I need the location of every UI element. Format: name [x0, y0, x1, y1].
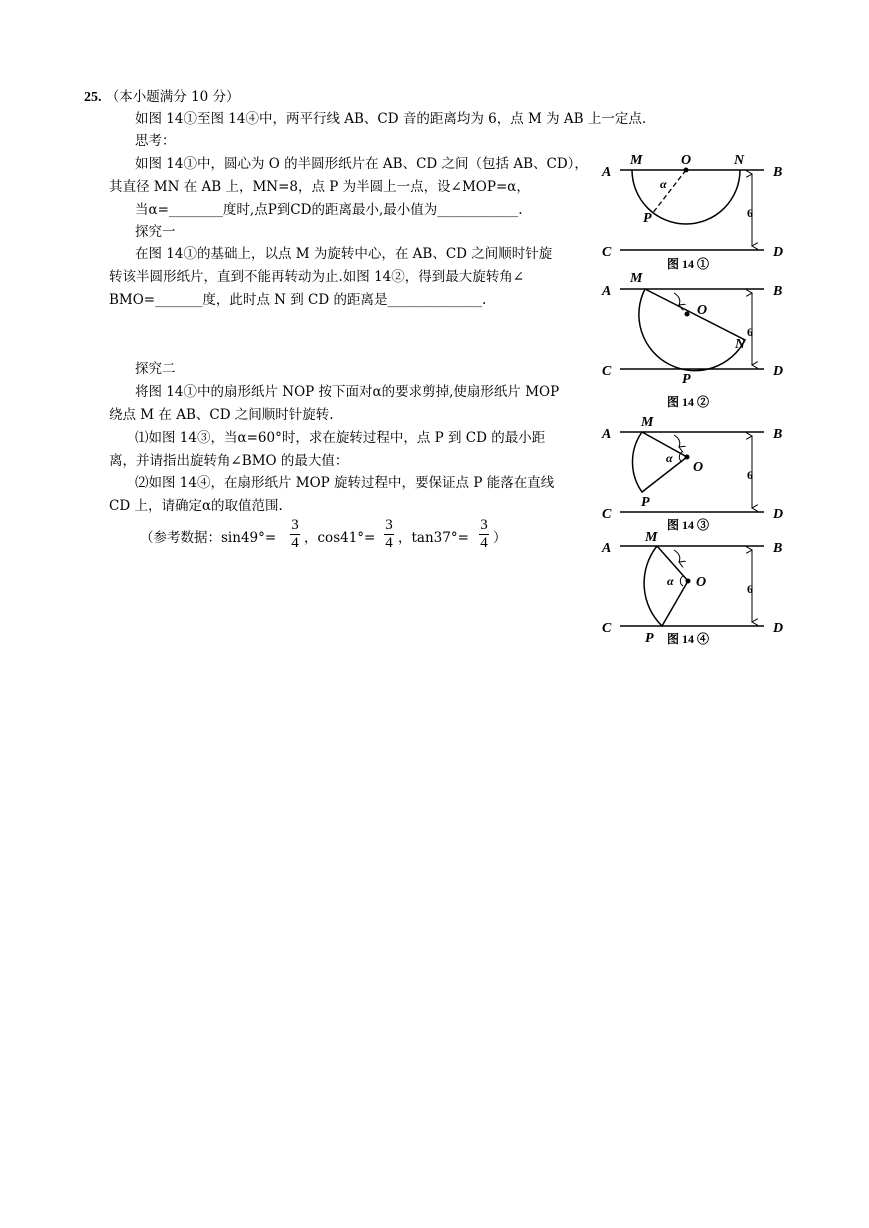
label-c: C [602, 364, 612, 379]
intro-line: 如图 14①至图 14④中，两平行线 AB、CD 音的距离均为 6，点 M 为 AB 上一定点. [135, 111, 647, 127]
fraction-numerator: 3 [385, 517, 393, 533]
fraction-denominator: 4 [291, 535, 299, 551]
label-c: C [602, 507, 612, 522]
rotation-arrow [674, 435, 680, 447]
label-a: A [602, 284, 612, 299]
problem-number: 25. [84, 90, 102, 105]
fraction-denominator: 4 [385, 535, 393, 551]
caption-fig1: 图 14 ① [667, 257, 710, 271]
label-c: C [602, 245, 612, 260]
label-b: B [773, 541, 783, 556]
figure-14-4 [601, 530, 783, 646]
label-m: M [630, 153, 643, 168]
explore1-line-3: BMO=_______度，此时点 N 到 CD 的距离是______________. [109, 292, 487, 308]
label-distance: 6 [747, 468, 753, 482]
label-p: P [641, 495, 650, 510]
label-alpha: α [660, 177, 667, 191]
problem-score: （本小题满分 10 分） [105, 89, 240, 105]
label-d: D [773, 621, 784, 636]
label-b: B [773, 427, 783, 442]
sector-mop [632, 432, 687, 492]
explore1-line-1: 在图 14①的基础上，以点 M 为旋转中心，在 AB、CD 之间顺时针旋 [135, 246, 553, 262]
label-a: A [602, 165, 612, 180]
figure-14-2 [601, 271, 783, 409]
point-o [684, 168, 689, 173]
label-b: B [773, 165, 783, 180]
question2-line-1: ⑵如图 14④，在扇形纸片 MOP 旋转过程中，要保证点 P 能落在直线 [135, 475, 555, 491]
think-line-1: 如图 14①中，圆心为 O 的半圆形纸片在 AB、CD 之间（包括 AB、CD）， [135, 156, 588, 172]
question1-line-2: 离，并请指出旋转角∠BMO 的最大值： [109, 453, 349, 469]
label-m: M [630, 271, 643, 286]
caption-fig4: 图 14 ④ [667, 632, 710, 646]
think-heading: 思考： [135, 133, 176, 149]
label-p: P [645, 631, 654, 646]
label-o: O [697, 303, 708, 318]
explore1-heading: 探究一 [135, 224, 176, 240]
label-m: M [641, 415, 654, 430]
reference-prefix: （参考数据：sin49°= [140, 530, 277, 546]
label-distance: 6 [747, 582, 753, 596]
question1-line-1: ⑴如图 14③，当α=60°时，求在旋转过程中，点 P 到 CD 的最小距 [135, 430, 546, 446]
fraction-numerator: 3 [291, 517, 299, 533]
reference-suffix: ） [493, 530, 507, 546]
label-n: N [734, 153, 745, 168]
label-n: N [735, 337, 746, 352]
label-o: O [681, 153, 692, 168]
label-d: D [773, 364, 784, 379]
label-o: O [693, 460, 704, 475]
label-b: B [773, 284, 783, 299]
label-a: A [602, 541, 612, 556]
rotation-arrow [674, 293, 680, 305]
label-alpha: α [666, 451, 673, 465]
fraction-denominator: 4 [480, 535, 488, 551]
label-p: P [643, 211, 652, 226]
explore1-line-2: 转该半圆形纸片，直到不能再转动为止.如图 14②，得到最大旋转角∠ [109, 269, 525, 285]
fraction-numerator: 3 [480, 517, 488, 533]
point-o [685, 312, 690, 317]
label-c: C [602, 621, 612, 636]
label-o: O [696, 575, 707, 590]
caption-fig3: 图 14 ③ [667, 518, 710, 532]
caption-fig2: 图 14 ② [667, 395, 710, 409]
radius-op [652, 170, 686, 214]
think-line-2: 其直径 MN 在 AB 上，MN=8，点 P 为半圆上一点，设∠MOP=α， [109, 179, 530, 195]
rotated-semicircle [639, 289, 745, 371]
label-a: A [602, 427, 612, 442]
label-d: D [773, 245, 784, 260]
reference-mid-1: ，cos41°= [304, 530, 376, 546]
think-line-3: 当α=________度时,点P到CD的距离最小,最小值为____________. [135, 202, 523, 218]
figure-14-3 [601, 415, 783, 532]
label-d: D [773, 507, 784, 522]
label-distance: 6 [747, 206, 753, 220]
explore2-line-2: 绕点 M 在 AB、CD 之间顺时针旋转. [109, 407, 334, 423]
rotation-arrow [674, 550, 680, 562]
point-o [685, 455, 690, 460]
explore2-heading: 探究二 [135, 361, 176, 377]
explore2-line-1: 将图 14①中的扇形纸片 NOP 按下面对α的要求剪掉,使扇形纸片 MOP [135, 384, 560, 400]
angle-arc [680, 576, 683, 586]
label-distance: 6 [747, 325, 753, 339]
reference-mid-2: ，tan37°= [398, 530, 469, 546]
question2-line-2: CD 上，请确定α的取值范围. [109, 498, 283, 514]
point-o [686, 579, 691, 584]
label-m: M [645, 530, 658, 545]
figure-14-1 [601, 153, 783, 271]
label-alpha: α [667, 574, 674, 588]
label-p: P [682, 372, 691, 387]
